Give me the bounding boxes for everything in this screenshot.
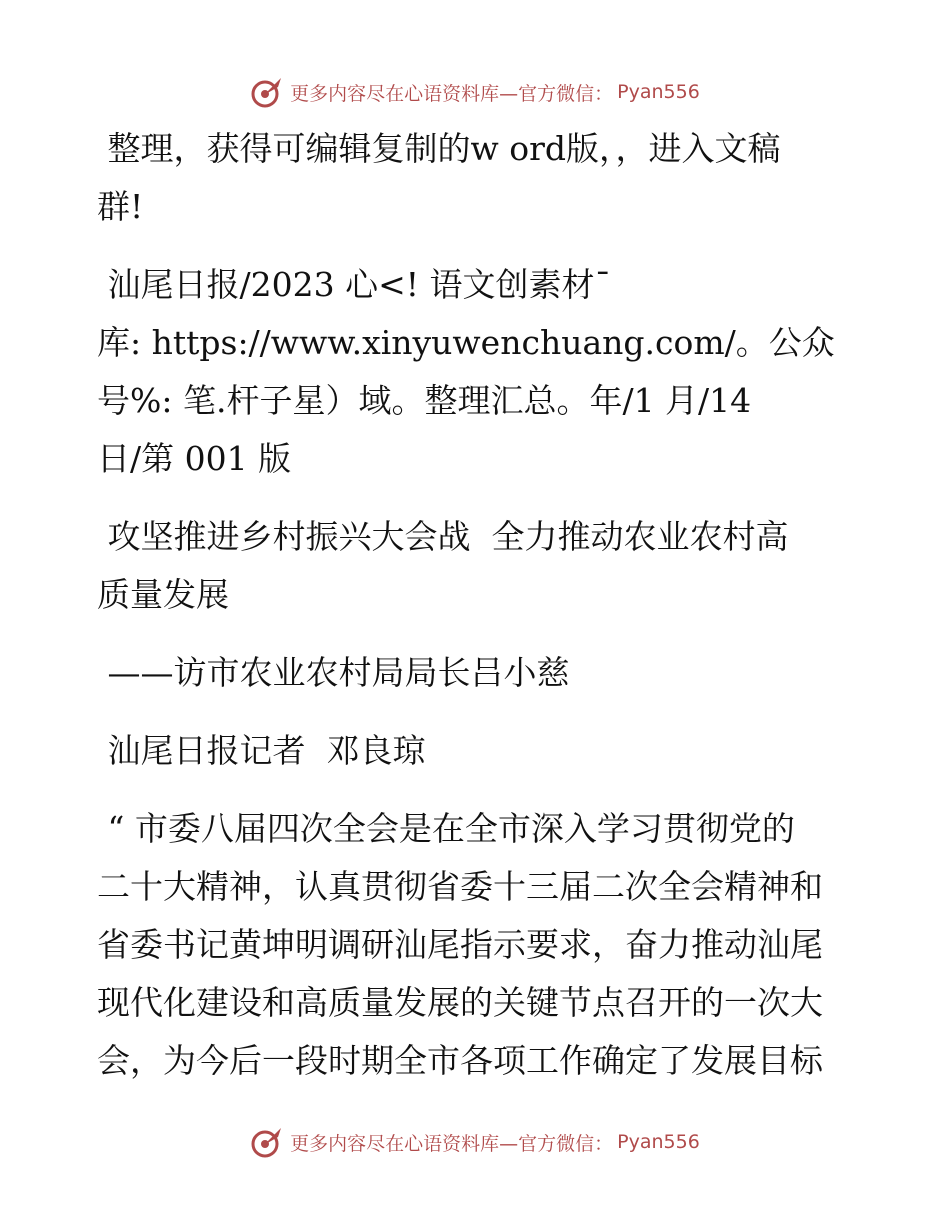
meta-line-2: 库: https://www.xinyuwenchuang.com/。公众 [97,323,835,362]
article-title-line-2: 质量发展 [97,575,229,614]
banner-text: 更多内容尽在心语资料库—官方微信： [290,82,614,105]
quill-logo-icon [250,75,284,109]
quill-logo-icon [250,1125,284,1159]
body-line-5: 会，为今后一段时期全市各项工作确定了发展目标 [97,1041,823,1080]
body-line-1: “ 市委八届四次全会是在全市深入学习贯彻党的 [97,809,795,848]
banner-wechat-id: Pyan556 [617,81,700,103]
body-line-4: 现代化建设和高质量发展的关键节点召开的一次大 [97,983,823,1022]
header-banner [0,72,950,112]
document-body [97,120,857,1090]
meta-line-1: 汕尾日报/2023 心<! 语文创素材¯ [97,265,611,304]
meta-line-3: 号%: 笔.杆子星）域。整理汇总。年/1 月/14 [97,381,752,420]
banner-wechat-id: Pyan556 [617,1131,700,1153]
article-subtitle: ——访市农业农村局局长吕小慈 [97,653,570,692]
footer-banner [0,1122,950,1162]
intro-line-1: 整理，获得可编辑复制的w ord版，，进入文稿 [97,129,781,168]
banner-text: 更多内容尽在心语资料库—官方微信： [290,1132,614,1155]
intro-line-2: 群! [97,187,144,226]
body-line-3: 省委书记黄坤明调研汕尾指示要求，奋力推动汕尾 [97,925,823,964]
meta-line-4: 日/第 001 版 [97,439,292,478]
body-line-2: 二十大精神，认真贯彻省委十三届二次全会精神和 [97,867,823,906]
byline: 汕尾日报记者 邓良琼 [97,731,426,770]
article-title-line-1: 攻坚推进乡村振兴大会战 全力推动农业农村高 [97,517,789,556]
